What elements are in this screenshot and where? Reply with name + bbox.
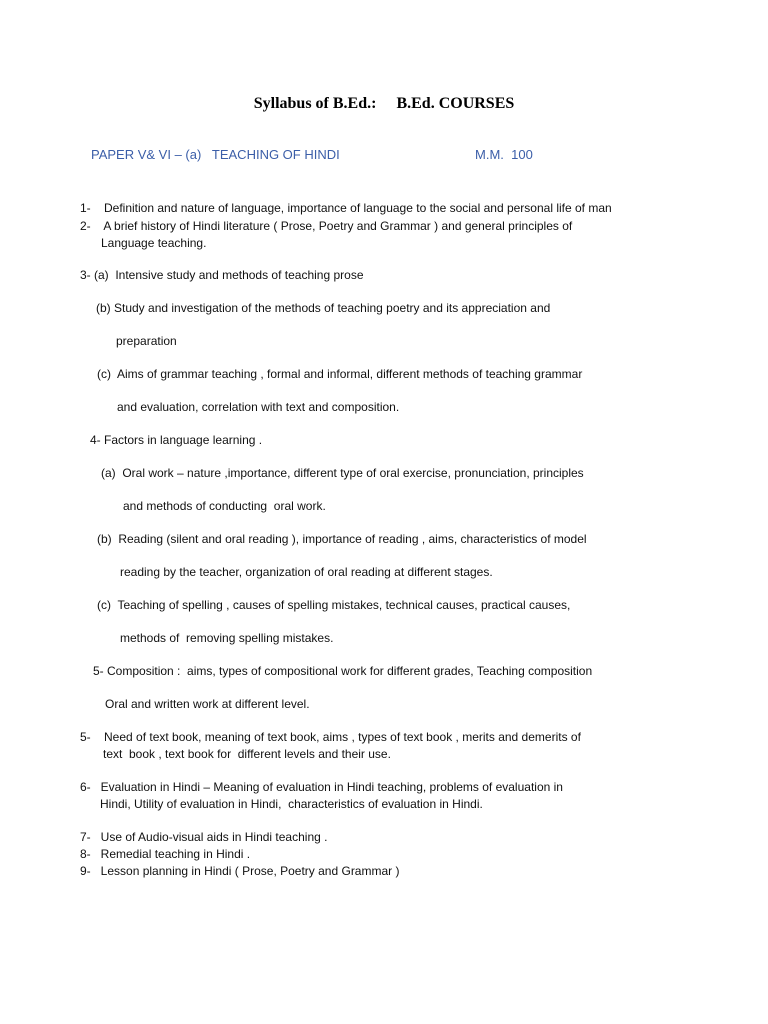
syllabus-line: 1- Definition and nature of language, importance of language to the social and personal life of man <box>80 201 612 215</box>
syllabus-line: 7- Use of Audio-visual aids in Hindi teaching . <box>80 830 328 844</box>
syllabus-line: and evaluation, correlation with text and composition. <box>117 400 400 414</box>
syllabus-line: text book , text book for different levels and their use. <box>103 747 391 761</box>
syllabus-line: methods of removing spelling mistakes. <box>120 631 334 645</box>
syllabus-line: (c) Aims of grammar teaching , formal and informal, different methods of teaching grammar <box>97 367 583 381</box>
syllabus-line: (b) Reading (silent and oral reading ), importance of reading , aims, characteristics of model <box>97 532 587 546</box>
syllabus-line: 4- Factors in language learning . <box>90 433 263 447</box>
syllabus-line: Hindi, Utility of evaluation in Hindi, characteristics of evaluation in Hindi. <box>100 797 483 811</box>
syllabus-line: (c) Teaching of spelling , causes of spelling mistakes, technical causes, practical causes, <box>97 598 571 612</box>
syllabus-line: Oral and written work at different level. <box>105 697 310 711</box>
syllabus-line: Language teaching. <box>101 236 207 250</box>
syllabus-line: 5- Composition : aims, types of compositional work for different grades, Teaching composition <box>93 664 593 678</box>
syllabus-line: reading by the teacher, organization of oral reading at different stages. <box>120 565 493 579</box>
page-title: Syllabus of B.Ed.: B.Ed. COURSES <box>253 95 515 112</box>
syllabus-line: and methods of conducting oral work. <box>123 499 326 513</box>
syllabus-line: preparation <box>116 334 177 348</box>
paper-heading: PAPER V& VI – (a) TEACHING OF HINDI <box>91 147 340 162</box>
syllabus-line: 3- (a) Intensive study and methods of teaching prose <box>80 268 364 282</box>
syllabus-line: (a) Oral work – nature ,importance, different type of oral exercise, pronunciation, principles <box>101 466 584 480</box>
syllabus-line: 6- Evaluation in Hindi – Meaning of evaluation in Hindi teaching, problems of evaluation in <box>80 780 563 794</box>
syllabus-line: 8- Remedial teaching in Hindi . <box>80 847 251 861</box>
syllabus-line: 2- A brief history of Hindi literature ( Prose, Poetry and Grammar ) and general principles of <box>80 219 573 233</box>
syllabus-line: 9- Lesson planning in Hindi ( Prose, Poetry and Grammar ) <box>80 864 400 878</box>
syllabus-line: (b) Study and investigation of the methods of teaching poetry and its appreciation and <box>96 301 551 315</box>
max-marks: M.M. 100 <box>475 147 533 162</box>
syllabus-line: 5- Need of text book, meaning of text book, aims , types of text book , merits and demerits of <box>80 730 581 744</box>
